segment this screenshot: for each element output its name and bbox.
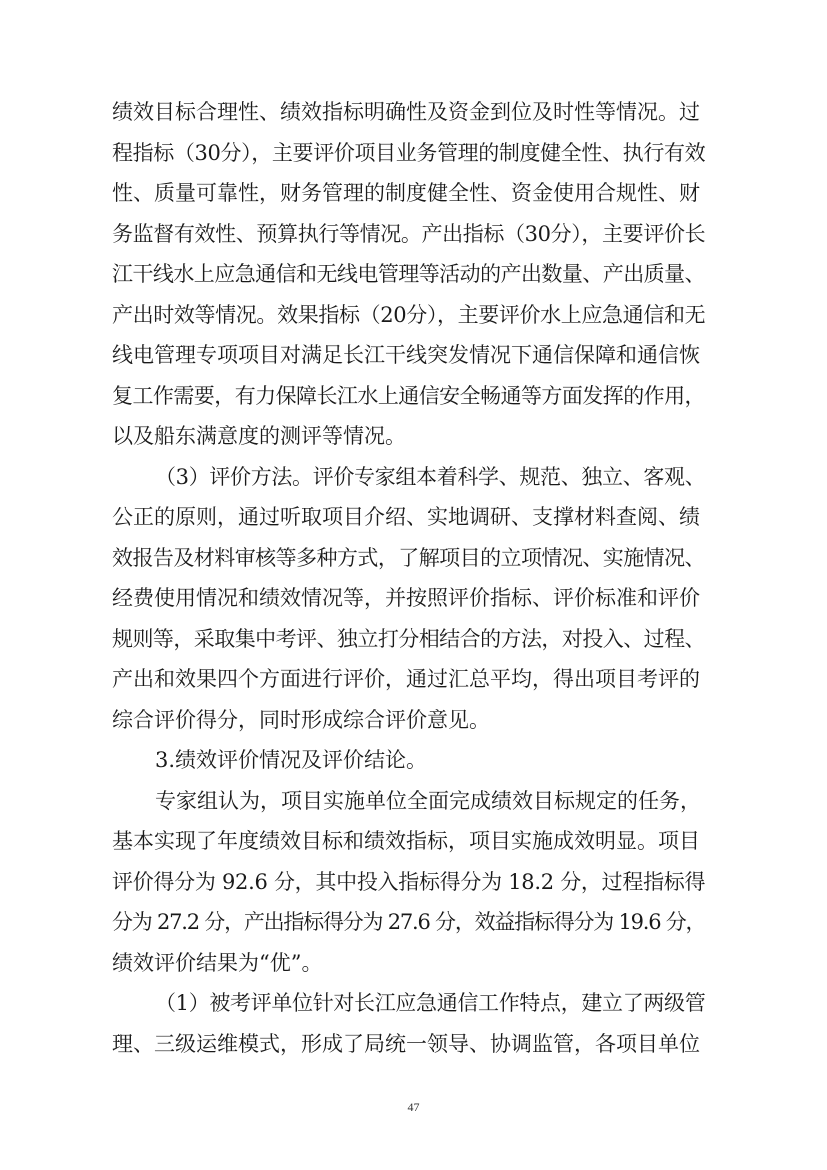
paragraph-line: 基本实现了年度绩效目标和绩效指标，项目实施成效明显。项目 (112, 829, 700, 853)
paragraph-line: （1）被考评单位针对长江应急通信工作特点，建立了两级管 (155, 991, 706, 1015)
paragraph-line: 以及船东满意度的测评等情况。 (112, 424, 406, 448)
paragraph-line: 绩效评价结果为“优”。 (112, 950, 323, 975)
paragraph-line: 产出和效果四个方面进行评价，通过汇总平均，得出项目考评的 (112, 667, 700, 691)
paragraph-line: 性、质量可靠性，财务管理的制度健全性、资金使用合规性、财 (112, 181, 700, 205)
paragraph-line: 分为 27.2 分，产出指标得分为 27.6 分，效益指标得分为 19.6 分， (112, 910, 706, 934)
paragraph-line: 线电管理专项项目对满足长江干线突发情况下通信保障和通信恢 (112, 343, 700, 367)
paragraph-line: 程指标（30分），主要评价项目业务管理的制度健全性、执行有效 (112, 140, 706, 165)
paragraph-line: 效报告及材料审核等多种方式，了解项目的立项情况、实施情况、 (112, 545, 705, 570)
paragraph-line: 理、三级运维模式，形成了局统一领导、协调监管，各项目单位 (112, 1031, 700, 1056)
paragraph-line: 规则等，采取集中考评、独立打分相结合的方法，对投入、过程、 (112, 626, 705, 651)
paragraph-line: 评价得分为 92.6 分，其中投入指标得分为 18.2 分，过程指标得 (112, 869, 706, 894)
paragraph-line: 产出时效等情况。效果指标（20分），主要评价水上应急通信和无 (112, 302, 706, 327)
paragraph-line: 经费使用情况和绩效情况等，并按照评价指标、评价标准和评价 (112, 586, 700, 610)
paragraph-line: 绩效目标合理性、绩效指标明确性及资金到位及时性等情况。过 (112, 100, 700, 124)
paragraph-line: 江干线水上应急通信和无线电管理等活动的产出数量、产出质量、 (112, 262, 705, 286)
section-heading: 3.绩效评价情况及评价结论。 (155, 748, 428, 772)
paragraph-line: （3）评价方法。评价专家组本着科学、规范、独立、客观、 (155, 464, 706, 489)
paragraph-line: 专家组认为，项目实施单位全面完成绩效目标规定的任务， (155, 788, 701, 813)
paragraph-line: 综合评价得分，同时形成综合评价意见。 (112, 707, 490, 732)
paragraph-line: 公正的原则，通过听取项目介绍、实地调研、支撑材料查阅、绩 (112, 505, 700, 529)
paragraph-line: 复工作需要，有力保障长江水上通信安全畅通等方面发挥的作用， (112, 383, 705, 408)
page-number: 47 (407, 1100, 420, 1114)
paragraph-line: 务监督有效性、预算执行等情况。产出指标（30分），主要评价长 (112, 221, 706, 246)
